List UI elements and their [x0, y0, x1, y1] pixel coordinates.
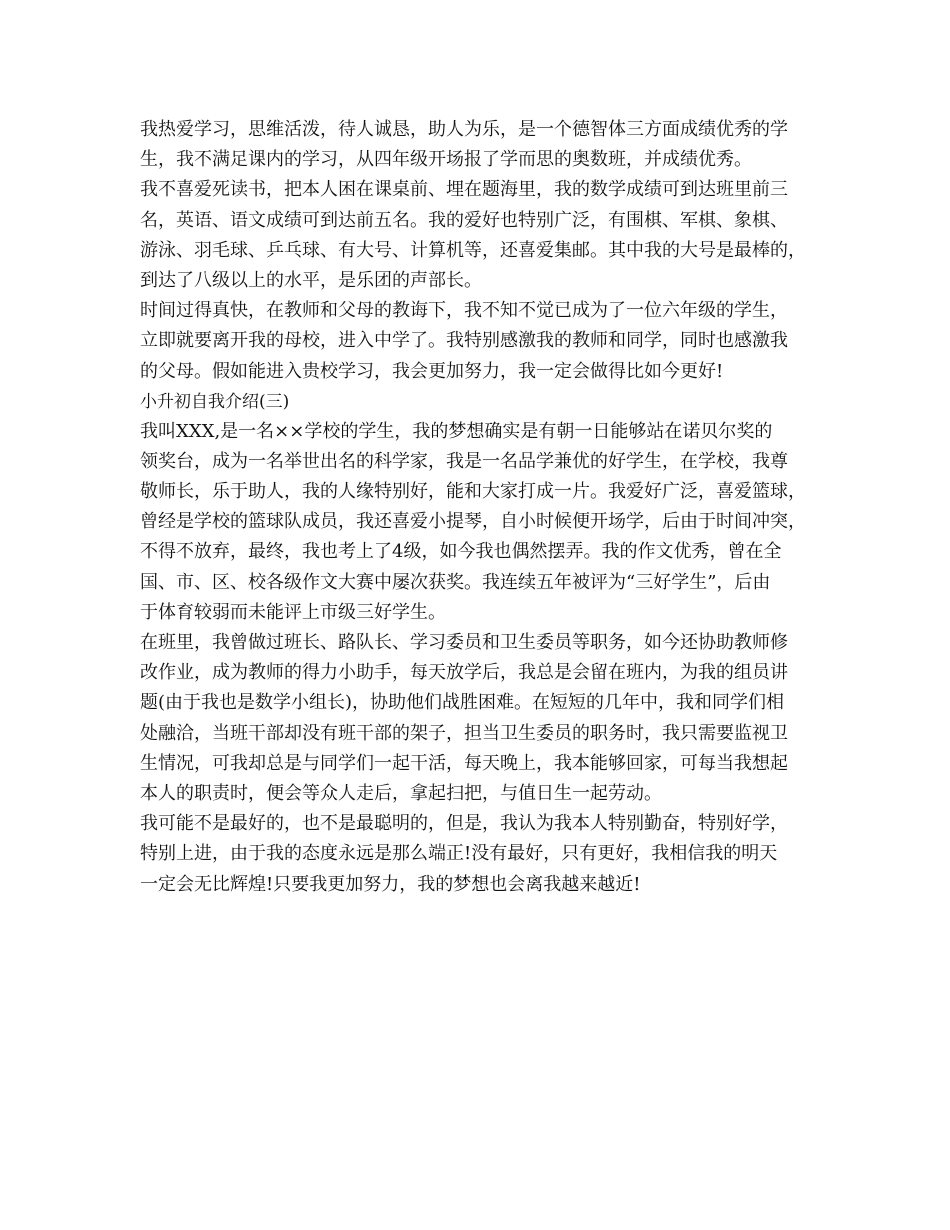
text-line: 的父母。假如能进入贵校学习，我会更加努力，我一定会做得比如今更好!	[140, 360, 724, 382]
text-line: 本人的职责时，便会等众人走后，拿起扫把，与值日生一起劳动。	[140, 782, 662, 804]
text-line: 生，我不满足课内的学习，从四年级开场报了学而思的奥数班，并成绩优秀。	[140, 149, 752, 171]
text-line: 生情况，可我却总是与同学们一起干活，每天晚上，我本能够回家，可每当我想起	[140, 752, 788, 774]
text-line: 我不喜爱死读书，把本人困在课桌前、埋在题海里，我的数学成绩可到达班里前三	[140, 179, 788, 201]
text-line: 不得不放弃，最终，我也考上了4级，如今我也偶然摆弄。我的作文优秀，曾在全	[140, 541, 782, 563]
document-body	[140, 115, 825, 900]
text-line: 敬师长，乐于助人，我的人缘特别好，能和大家打成一片。我爱好广泛，喜爱篮球，	[140, 481, 806, 503]
text-line: 立即就要离开我的母校，进入中学了。我特别感激我的教师和同学，同时也感激我	[140, 330, 788, 352]
text-line: 我可能不是最好的，也不是最聪明的，但是，我认为我本人特别勤奋，特别好学，	[140, 813, 788, 835]
text-line: 处融洽，当班干部却没有班干部的架子，担当卫生委员的职务时，我只需要监视卫	[140, 722, 788, 744]
text-line: 改作业，成为教师的得力小助手，每天放学后，我总是会留在班内，为我的组员讲	[140, 662, 788, 684]
text-line: 曾经是学校的篮球队成员，我还喜爱小提琴，自小时候便开场学，后由于时间冲突，	[140, 511, 806, 533]
text-line: 领奖台，成为一名举世出名的科学家，我是一名品学兼优的好学生，在学校，我尊	[140, 450, 788, 472]
text-line: 一定会无比辉煌!只要我更加努力，我的梦想也会离我越来越近!	[140, 873, 641, 895]
text-line: 名，英语、语文成绩可到达前五名。我的爱好也特别广泛，有围棋、军棋、象棋、	[140, 209, 788, 231]
text-line: 于体育较弱而未能评上市级三好学生。	[140, 601, 446, 623]
text-line: 我热爱学习，思维活泼，待人诚恳，助人为乐，是一个德智体三方面成绩优秀的学	[140, 119, 788, 140]
text-line: 我叫XXX,是一名××学校的学生，我的梦想确实是有朝一日能够站在诺贝尔奖的	[140, 420, 773, 442]
text-line: 到达了八级以上的水平，是乐团的声部长。	[140, 269, 482, 291]
text-line: 国、市、区、校各级作文大赛中屡次获奖。我连续五年被评为“三好学生”，后由	[140, 571, 771, 593]
text-line: 游泳、羽毛球、乒乓球、有大号、计算机等，还喜爱集邮。其中我的大号是最棒的，	[140, 239, 806, 261]
text-line: 特别上进，由于我的态度永远是那么端正!没有最好，只有更好，我相信我的明天	[140, 843, 778, 865]
section-heading: 小升初自我介绍(三)	[140, 391, 290, 412]
text-line: 题(由于我也是数学小组长)，协助他们战胜困难。在短短的几年中，我和同学们相	[140, 692, 785, 714]
text-line: 时间过得真快，在教师和父母的教诲下，我不知不觉已成为了一位六年级的学生，	[140, 300, 788, 322]
text-line: 在班里，我曾做过班长、路队长、学习委员和卫生委员等职务，如今还协助教师修	[140, 632, 788, 653]
